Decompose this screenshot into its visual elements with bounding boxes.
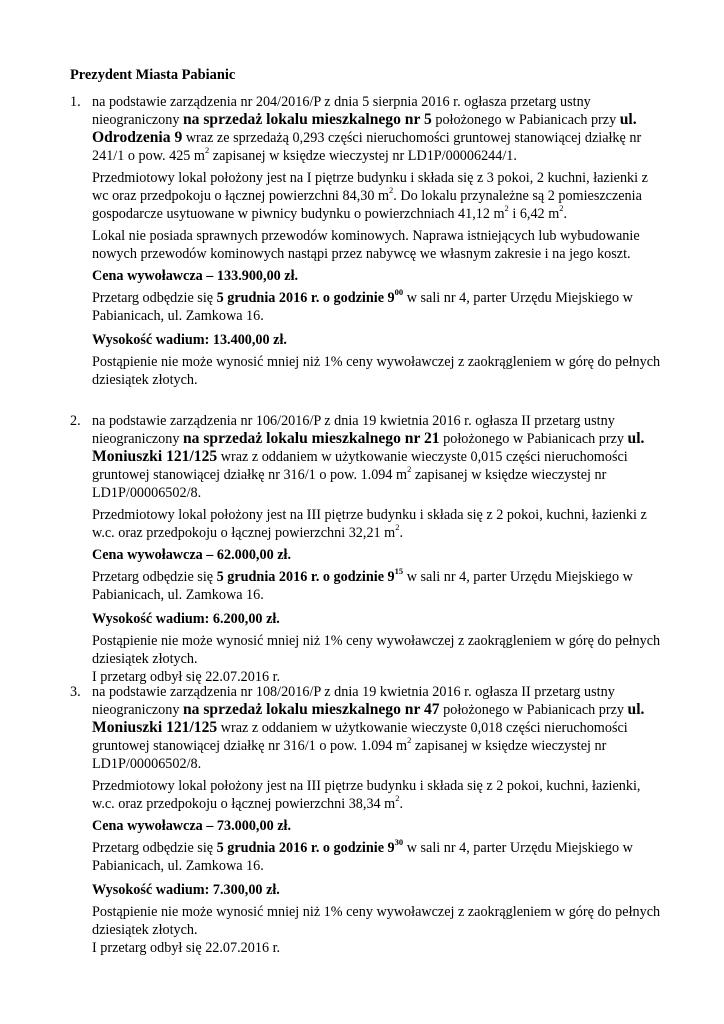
item-note: Lokal nie posiada sprawnych przewodów kominowych. Naprawa istniejących lub wybudowanie nowych przewodów kominowych nastąpi przez nabywcę we własnym zakresie i na jego koszt. [92,228,640,262]
item-number: 2. [70,413,81,429]
item-previous-auction: I przetarg odbył się 22.07.2016 r. [92,669,281,685]
item-auction-info: Przetarg odbędzie się 5 grudnia 2016 r. o godzinie $9^{00}$ w sali nr 4, parter Urzędu Miejskiego w Pabianicach, ul. Zamkowa 16. [92,287,633,324]
item-increment: Postąpienie nie może wynosić mniej niż 1% ceny wywoławczej z zaokrągleniem w górę do pełnych dziesiątek złotych. [92,633,661,667]
item-price: Cena wywoławcza – 73.000,00 zł. [92,818,291,834]
item-deposit: Wysokość wadium: 7.300,00 zł. [92,882,280,898]
item-price: Cena wywoławcza – 62.000,00 zł. [92,547,291,563]
item-auction-info: Przetarg odbędzie się 5 grudnia 2016 r. o godzinie $9^{15}$ w sali nr 4, parter Urzędu Miejskiego w Pabianicach, ul. Zamkowa 16. [92,566,633,603]
item-increment: Postąpienie nie może wynosić mniej niż 1% ceny wywoławczej z zaokrągleniem w górę do pełnych dziesiątek złotych. [92,354,661,388]
item-intro: na podstawie zarządzenia nr 106/2016/P z dnia 19 kwietnia 2016 r. ogłasza II przetarg ustny nieograniczony na sprzedaż lokalu mieszkalnego nr 21 położonego w Pabianicach przy ul. Moniuszki 121/125 wraz z oddaniem w użytkowanie wieczyste 0,015 części nieruchomości gruntowej stanowiącej działkę nr 316/1 o pow. 1.094 $m^2$ zapisanej w księdze wieczystej nr LD1P/00006502/8. [92,413,645,501]
item-description: Przedmiotowy lokal położony jest na III piętrze budynku i składa się z 2 pokoi, kuchni, łazienki z w.c. oraz przedpokoju o łącznej powierzchni 32,21 $m^2$. [92,507,647,541]
item-auction-info: Przetarg odbędzie się 5 grudnia 2016 r. o godzinie $9^{30}$ w sali nr 4, parter Urzędu Miejskiego w Pabianicach, ul. Zamkowa 16. [92,837,633,874]
item-number: 1. [70,94,81,110]
item-deposit: Wysokość wadium: 6.200,00 zł. [92,611,280,627]
item-intro: na podstawie zarządzenia nr 108/2016/P z dnia 19 kwietnia 2016 r. ogłasza II przetarg ustny nieograniczony na sprzedaż lokalu mieszkalnego nr 47 położonego w Pabianicach przy ul. Moniuszki 121/125 wraz z oddaniem w użytkowanie wieczyste 0,018 części nieruchomości gruntowej stanowiącej działkę nr 316/1 o pow. 1.094 $m^2$ zapisanej w księdze wieczystej nr LD1P/00006502/8. [92,684,645,772]
item-deposit: Wysokość wadium: 13.400,00 zł. [92,332,287,348]
item-description: Przedmiotowy lokal położony jest na III piętrze budynku i składa się z 2 pokoi, kuchni, łazienki, w.c. oraz przedpokoju o łącznej powierzchni 38,34 $m^2$. [92,778,641,812]
item-description: Przedmiotowy lokal położony jest na I piętrze budynku i składa się z 3 pokoi, 2 kuchni, łazienki z wc oraz przedpokoju o łącznej powierzchni 84,30 $m^2$. Do lokalu przynależne są 2 pomieszczenia gospodarcze usytuowane w piwnicy budynku o powierzchniach 41,12 $m^2$ i 6,42 $m^2$. [92,170,648,222]
item-increment: Postąpienie nie może wynosić mniej niż 1% ceny wywoławczej z zaokrągleniem w górę do pełnych dziesiątek złotych. [92,904,661,938]
item-number: 3. [70,684,81,700]
item-intro: na podstawie zarządzenia nr 204/2016/P z dnia 5 sierpnia 2016 r. ogłasza przetarg ustny nieograniczony na sprzedaż lokalu mieszkalnego nr 5 położonego w Pabianicach przy ul. Odrodzenia 9 wraz ze sprzedażą 0,293 części nieruchomości gruntowej stanowiącej działkę nr 241/1 o pow. 425 $m^2$ zapisanej w księdze wieczystej nr LD1P/00006244/1. [92,94,642,164]
item-previous-auction: I przetarg odbył się 22.07.2016 r. [92,940,281,956]
item-price: Cena wywoławcza – 133.900,00 zł. [92,268,299,284]
document-heading: Prezydent Miasta Pabianic [70,67,236,83]
